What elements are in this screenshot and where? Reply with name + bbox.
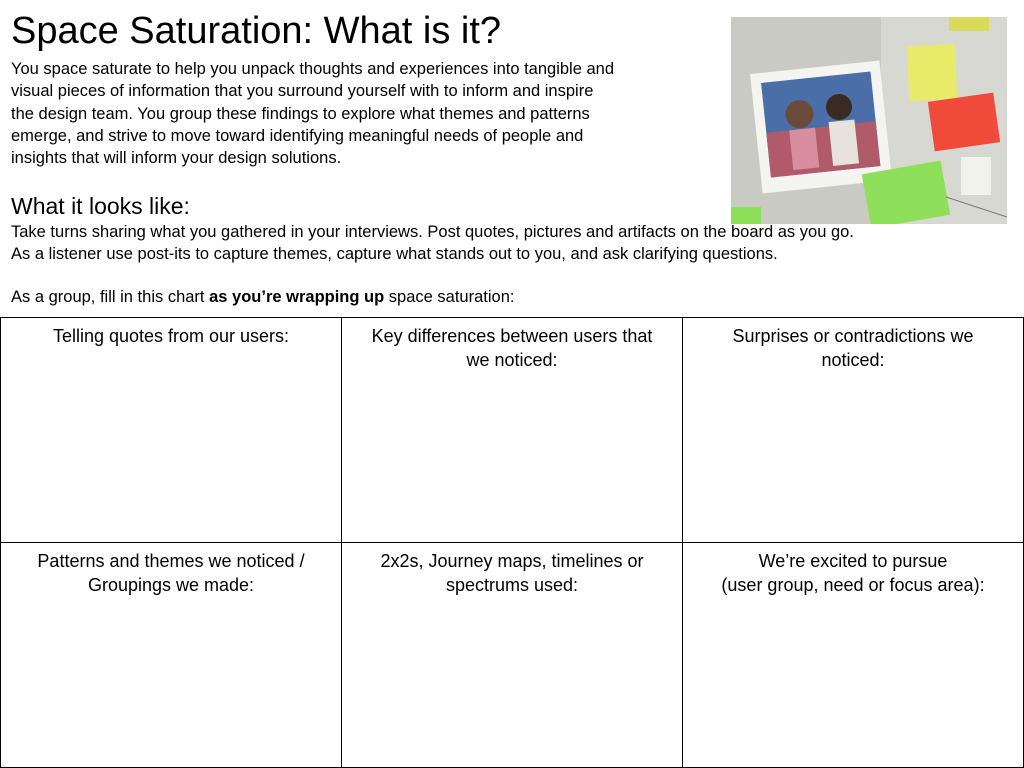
cell-label: Surprises or contradictions we xyxy=(732,326,974,346)
cell-label: Key differences between users that xyxy=(371,326,653,346)
description-line: As a listener use post-its to capture themes, capture what stands out to you, and ask clarifying questions. xyxy=(11,245,778,264)
section-description xyxy=(11,221,854,266)
cell-label: We’re excited to pursue xyxy=(758,551,948,571)
intro-line: insights that will inform your design solutions. xyxy=(11,149,342,168)
intro-line: the design team. You group these findings to explore what themes and patterns xyxy=(11,104,590,123)
table-cell-telling-quotes[interactable] xyxy=(1,318,342,543)
page-title: Space Saturation: What is it? xyxy=(11,10,502,52)
space-saturation-photo xyxy=(731,17,1007,224)
table-row xyxy=(1,318,1024,543)
cell-label: (user group, need or focus area): xyxy=(721,575,985,595)
cell-label: Groupings we made: xyxy=(87,575,255,595)
table-row xyxy=(1,543,1024,768)
intro-line: You space saturate to help you unpack thoughts and experiences into tangible and xyxy=(11,60,614,78)
table-cell-excited-to-pursue[interactable] xyxy=(683,543,1024,768)
intro-line: emerge, and strive to move toward identifying meaningful needs of people and xyxy=(11,126,584,145)
cell-label: Telling quotes from our users: xyxy=(52,326,290,346)
chart-instruction-suffix: space saturation: xyxy=(384,288,515,306)
chart-instruction-emphasis: as you’re wrapping up xyxy=(209,288,385,306)
section-heading: What it looks like: xyxy=(11,193,190,219)
chart-instruction-prefix: As a group, fill in this chart xyxy=(11,288,210,306)
chart-instruction xyxy=(11,286,514,308)
cell-label: noticed: xyxy=(821,350,885,370)
cell-label: spectrums used: xyxy=(445,575,579,595)
cell-label: we noticed: xyxy=(466,350,558,370)
board-photo-illustration xyxy=(731,17,1007,224)
table-cell-2x2s-journey-maps[interactable] xyxy=(342,543,683,768)
saturation-chart-table xyxy=(0,317,1024,768)
table-cell-patterns-themes[interactable] xyxy=(1,543,342,768)
table-cell-surprises[interactable] xyxy=(683,318,1024,543)
cell-label: Patterns and themes we noticed / xyxy=(37,551,305,571)
cell-label: 2x2s, Journey maps, timelines or xyxy=(380,551,644,571)
table-cell-key-differences[interactable] xyxy=(342,318,683,543)
intro-line: visual pieces of information that you surround yourself with to inform and inspire xyxy=(11,82,594,101)
intro-paragraph xyxy=(11,58,711,169)
description-line: Take turns sharing what you gathered in your interviews. Post quotes, pictures and artifacts on the board as you go. xyxy=(11,223,854,241)
